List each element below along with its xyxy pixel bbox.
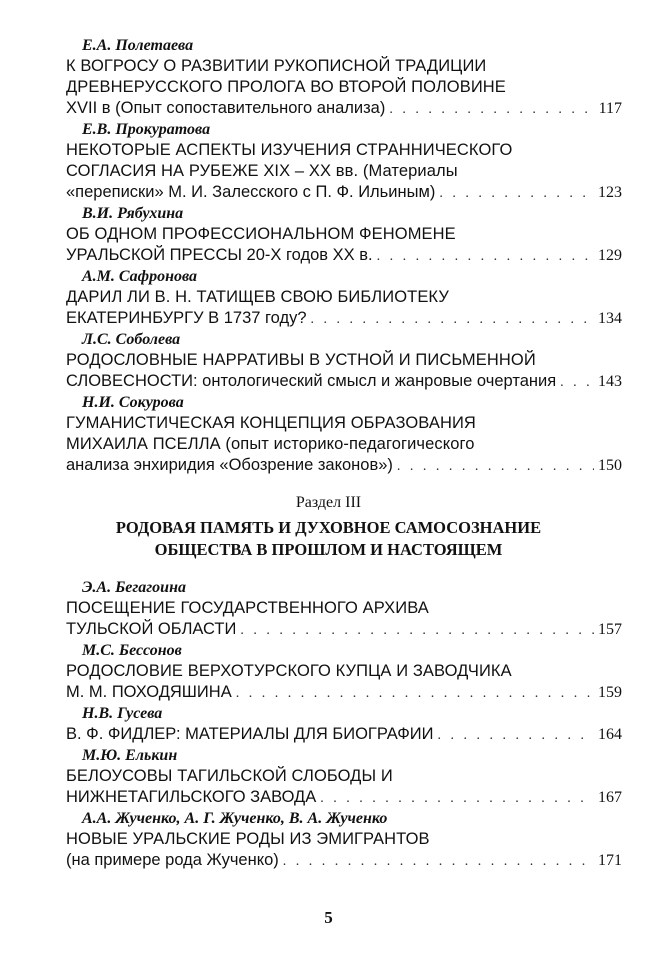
entry-last-line bbox=[66, 724, 622, 746]
entry-title-end: СЛОВЕСНОСТИ: онтологический смысл и жанровые очертания bbox=[66, 372, 557, 390]
entry-last-line bbox=[66, 182, 622, 204]
page-ref: 129 bbox=[598, 247, 622, 264]
entry-title-line: ГУМАНИСТИЧЕСКАЯ КОНЦЕПЦИЯ ОБРАЗОВАНИЯ bbox=[66, 414, 476, 432]
page-ref: 117 bbox=[598, 100, 622, 117]
dot-leader bbox=[320, 788, 594, 809]
entry-author: М.С. Бессонов bbox=[82, 642, 182, 659]
entry-title-end: ТУЛЬСКОЙ ОБЛАСТИ bbox=[66, 620, 237, 638]
entry-author: Л.С. Соболева bbox=[82, 331, 181, 348]
toc-entry bbox=[66, 746, 622, 809]
entry-last-line bbox=[66, 850, 622, 872]
entry-title-line: НОВЫЕ УРАЛЬСКИЕ РОДЫ ИЗ ЭМИГРАНТОВ bbox=[66, 830, 430, 848]
page-ref: 171 bbox=[598, 852, 622, 869]
page-ref: 164 bbox=[598, 726, 622, 743]
entry-title-end: УРАЛЬСКОЙ ПРЕССЫ 20-Х годов XX в. bbox=[66, 246, 373, 264]
toc-bottom-list bbox=[66, 578, 622, 872]
entry-author: А.А. Жученко, А. Г. Жученко, В. А. Жученко bbox=[82, 810, 388, 827]
section-label: Раздел III bbox=[295, 494, 362, 511]
page-ref: 134 bbox=[598, 310, 622, 327]
entry-title-line: НЕКОТОРЫЕ АСПЕКТЫ ИЗУЧЕНИЯ СТРАННИЧЕСКОГО bbox=[66, 141, 513, 159]
page-number: 5 bbox=[324, 908, 333, 927]
toc-entry bbox=[66, 267, 622, 330]
entry-title-line: МИХАИЛА ПСЕЛЛА (опыт историко-педагогического bbox=[66, 435, 475, 453]
toc-entry bbox=[66, 641, 622, 704]
entry-last-line bbox=[66, 787, 622, 809]
dot-leader bbox=[439, 183, 594, 204]
toc-top-list bbox=[66, 36, 622, 477]
page-ref: 123 bbox=[598, 184, 622, 201]
dot-leader bbox=[377, 246, 594, 267]
entry-last-line bbox=[66, 98, 622, 120]
section-title-line: ОБЩЕСТВА В ПРОШЛОМ И НАСТОЯЩЕМ bbox=[154, 540, 503, 559]
entry-author: А.М. Сафронова bbox=[82, 268, 198, 285]
entry-last-line bbox=[66, 245, 622, 267]
entry-author: Э.А. Бегагоина bbox=[82, 579, 186, 596]
dot-leader bbox=[283, 851, 594, 872]
dot-leader bbox=[389, 99, 594, 120]
entry-title-end: НИЖНЕТАГИЛЬСКОГО ЗАВОДА bbox=[66, 788, 317, 806]
dot-leader bbox=[311, 309, 594, 330]
toc-entry bbox=[66, 809, 622, 872]
entry-title-line: ДРЕВНЕРУССКОГО ПРОЛОГА ВО ВТОРОЙ ПОЛОВИНЕ bbox=[66, 78, 506, 96]
page-ref: 143 bbox=[598, 373, 622, 390]
section-title bbox=[0, 517, 657, 561]
toc-entry bbox=[66, 204, 622, 267]
entry-last-line bbox=[66, 371, 622, 393]
entry-title-end: «переписки» М. И. Залесского с П. Ф. Ильиным) bbox=[66, 183, 436, 201]
entry-title-line: СОГЛАСИЯ НА РУБЕЖЕ XIX – XX вв. (Материалы bbox=[66, 162, 458, 180]
toc-entry bbox=[66, 36, 622, 120]
entry-title-line: К ВОГРОСУ О РАЗВИТИИ РУКОПИСНОЙ ТРАДИЦИИ bbox=[66, 57, 487, 75]
toc-entry bbox=[66, 578, 622, 641]
entry-author: Е.А. Полетаева bbox=[82, 37, 194, 54]
entry-author: В.И. Рябухина bbox=[82, 205, 184, 222]
entry-author: М.Ю. Елькин bbox=[82, 747, 178, 764]
dot-leader bbox=[438, 725, 595, 746]
entry-last-line bbox=[66, 619, 622, 641]
entry-title-end: анализа энхиридия «Обозрение законов») bbox=[66, 456, 393, 474]
entry-title-line: ПОСЕЩЕНИЕ ГОСУДАРСТВЕННОГО АРХИВА bbox=[66, 599, 429, 617]
entry-title-end: В. Ф. ФИДЛЕР: МАТЕРИАЛЫ ДЛЯ БИОГРАФИИ bbox=[66, 725, 434, 743]
page-ref: 157 bbox=[598, 621, 622, 638]
entry-title-line: РОДОСЛОВИЕ ВЕРХОТУРСКОГО КУПЦА И ЗАВОДЧИКА bbox=[66, 662, 512, 680]
entry-author: Н.В. Гусева bbox=[82, 705, 163, 722]
page-ref: 159 bbox=[598, 684, 622, 701]
page-ref: 150 bbox=[598, 457, 622, 474]
entry-title-end: ЕКАТЕРИНБУРГУ В 1737 году? bbox=[66, 309, 307, 327]
dot-leader bbox=[240, 620, 594, 641]
page-ref: 167 bbox=[598, 789, 622, 806]
entry-last-line bbox=[66, 455, 622, 477]
dot-leader bbox=[560, 372, 594, 393]
entry-title-line: ОБ ОДНОМ ПРОФЕССИОНАЛЬНОМ ФЕНОМЕНЕ bbox=[66, 225, 456, 243]
entry-last-line bbox=[66, 682, 622, 704]
entry-title-line: БЕЛОУСОВЫ ТАГИЛЬСКОЙ СЛОБОДЫ И bbox=[66, 767, 393, 785]
dot-leader bbox=[397, 456, 594, 477]
toc-entry bbox=[66, 704, 622, 746]
entry-author: Н.И. Сокурова bbox=[82, 394, 184, 411]
entry-title-line: РОДОСЛОВНЫЕ НАРРАТИВЫ В УСТНОЙ И ПИСЬМЕННОЙ bbox=[66, 351, 536, 369]
dot-leader bbox=[236, 683, 594, 704]
entry-title-end: М. М. ПОХОДЯШИНА bbox=[66, 683, 232, 701]
toc-entry bbox=[66, 393, 622, 477]
entry-last-line bbox=[66, 308, 622, 330]
section-title-line: РОДОВАЯ ПАМЯТЬ И ДУХОВНОЕ САМОСОЗНАНИЕ bbox=[115, 518, 542, 537]
toc-entry bbox=[66, 120, 622, 204]
entry-title-end: XVII в (Опыт сопоставительного анализа) bbox=[66, 99, 386, 117]
toc-entry bbox=[66, 330, 622, 393]
entry-author: Е.В. Прокуратова bbox=[82, 121, 211, 138]
entry-title-line: ДАРИЛ ЛИ В. Н. ТАТИЩЕВ СВОЮ БИБЛИОТЕКУ bbox=[66, 288, 449, 306]
entry-title-end: (на примере рода Жученко) bbox=[66, 851, 279, 869]
